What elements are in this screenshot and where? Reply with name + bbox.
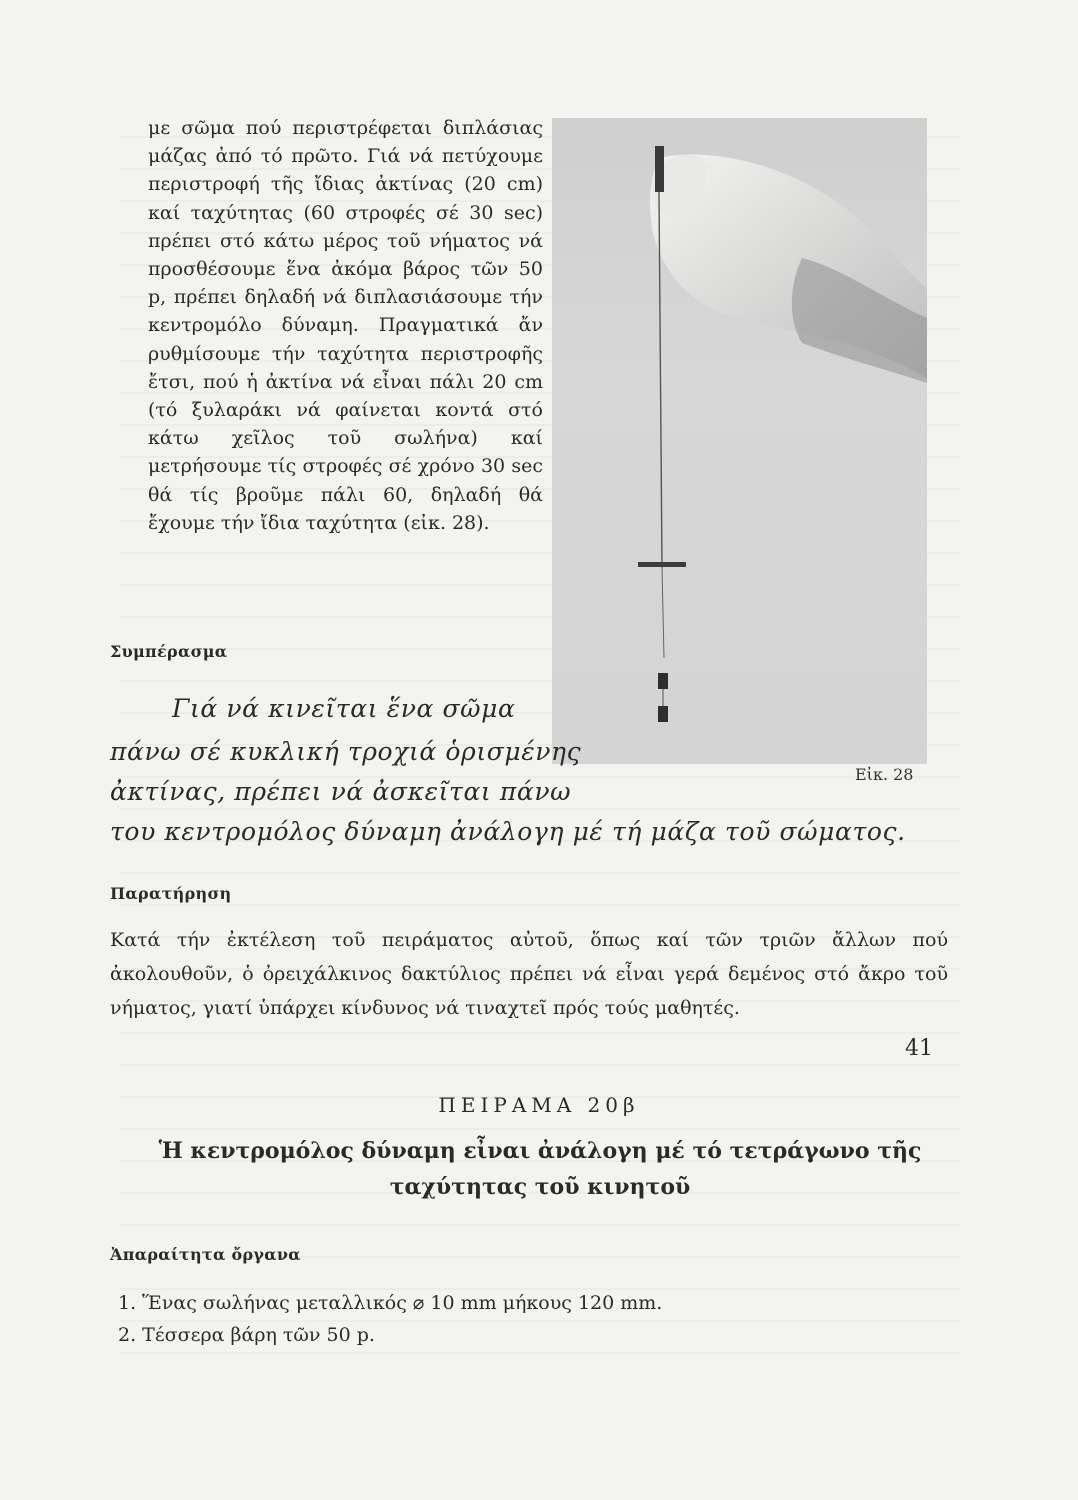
weight-bottom — [658, 706, 668, 722]
conclusion-line-4: του κεντρομόλος δύναμη ἀνάλογη μέ τή μάζα τοῦ σώματος. — [110, 817, 906, 846]
left-column-text — [148, 114, 543, 537]
conclusion-line-1: Γιά νά κινεῖται ἕνα σῶμα — [172, 694, 516, 723]
note-text: Κατά τήν ἐκτέλεση τοῦ πειράματος αὐτοῦ, ὅπως καί τῶν τριῶν ἄλλων πού ἀκολουθοῦν, ὁ ὀρειχάλκινος δακτύλιος πρέπει νά εἶναι γερά δεμένος στό ἄκρο τοῦ νήματος, γιατί ὑπάρχει κίνδυνος νά τιναχτεῖ πρός τούς μαθητές. — [110, 929, 948, 1019]
figure-photo — [552, 118, 927, 764]
paragraph: με σῶμα πού περιστρέφεται διπλάσιας μάζας ἀπό τό πρῶτο. Γιά νά πετύχουμε περιστροφή τῆς ἴδιας ἀκτίνας (20 cm) καί ταχύτητας (60 στροφές σέ 30 sec) πρέπει στό κάτω μέρος τοῦ νήματος νά προσθέσουμε ἕνα ἀκόμα βάρος τῶν 50 p, πρέπει δηλαδή νά διπλασιάσουμε τήν κεντρομόλο δύναμη. Πραγματικά ἄν ρυθμίσουμε τήν ταχύτητα περιστροφῆς ἔτσι, πού ἡ ἀκτίνα νά εἶναι πάλι 20 cm (τό ξυλαράκι νά φαίνεται κοντά στό κάτω χεῖλος τοῦ σωλήνα) καί μετρήσουμε τίς στροφές σέ χρόνο 30 sec θά τίς βροῦμε πάλι 60, δηλαδή θά ἔχουμε τήν ἴδια ταχύτητα (εἰκ. 28). — [148, 117, 543, 534]
page-number: 41 — [905, 1036, 933, 1061]
list-item: 2. Τέσσερα βάρη τῶν 50 p. — [118, 1324, 375, 1346]
list-item: 1. Ἕνας σωλήνας μεταλλικός ⌀ 10 mm μήκους 120 mm. — [118, 1292, 663, 1314]
note-heading: Παρατήρηση — [110, 884, 232, 903]
conclusion-heading: Συμπέρασμα — [110, 642, 228, 661]
materials-list — [118, 1287, 662, 1351]
conclusion-line-3: ἀκτίνας, πρέπει νά ἀσκεῖται πάνω — [110, 777, 572, 806]
experiment-title: ΠΕΙΡΑΜΑ 20β — [438, 1093, 640, 1117]
hand-rotating-tube-illustration — [552, 118, 927, 764]
experiment-subtitle: Ἡ κεντρομόλος δύναμη εἶναι ἀνάλογη μέ τό τετράγωνο τῆς ταχύτητας τοῦ κινητοῦ — [158, 1138, 922, 1200]
metal-tube — [655, 146, 664, 192]
figure-caption: Εἰκ. 28 — [855, 765, 914, 784]
conclusion-line-2: πάνω σέ κυκλική τροχιά ὁρισμένης — [110, 737, 582, 766]
materials-heading: Ἀπαραίτητα ὄργανα — [110, 1245, 301, 1264]
wooden-stick — [638, 562, 686, 567]
weight-top — [658, 673, 668, 689]
